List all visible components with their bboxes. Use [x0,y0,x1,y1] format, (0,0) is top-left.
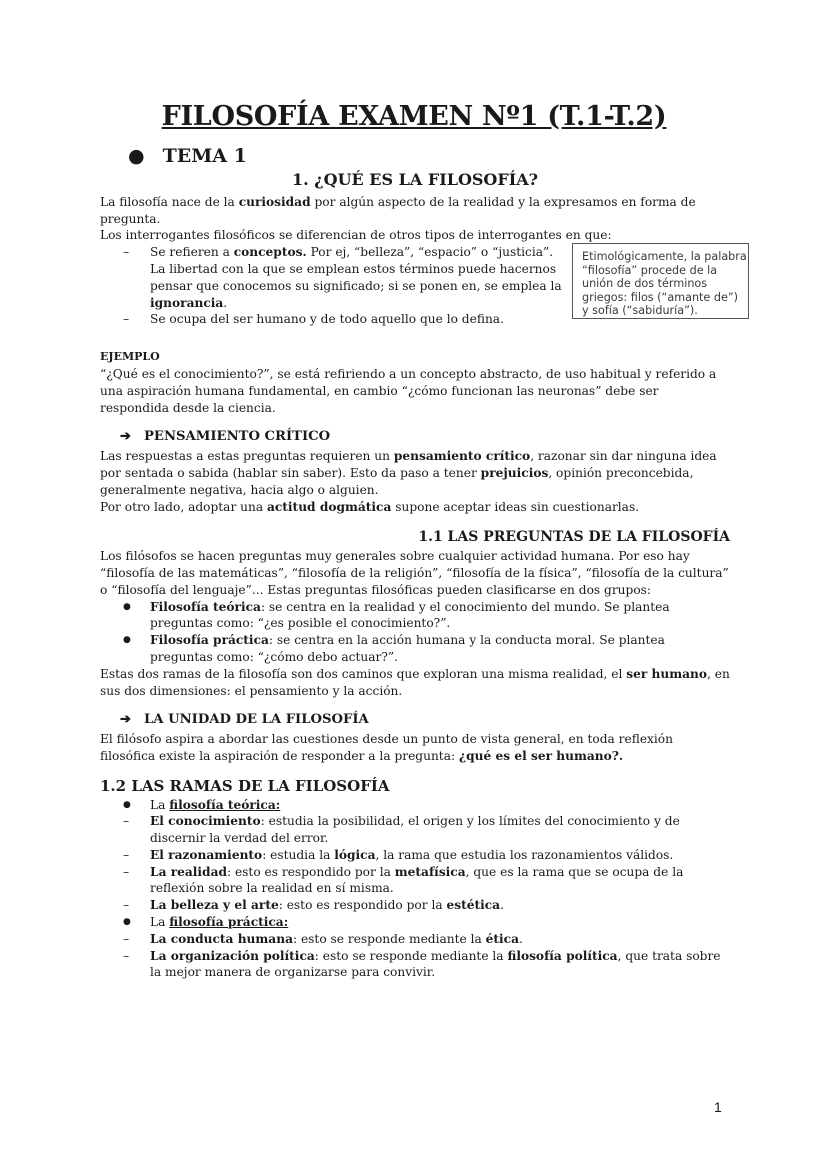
list-item: – El razonamiento: estudia la lógica, la rama que estudia los razonamientos válidos. [150,847,730,864]
list-item: – Se refieren a conceptos. Por ej, “belleza”, “espacio” o “justicia”. La libertad con la que se emplean estos términos puede hacernos pensar que conocemos su significado; si se ponen en, se emplea la ignorancia. [150,244,562,311]
dash-list [100,244,730,328]
arrow-icon: ➔ [120,429,132,445]
list-item: – La conducta humana: esto se responde mediante la ética. [150,931,730,948]
list-item: – Se ocupa del ser humano y de todo aquello que lo defina. [150,311,562,328]
page-title: FILOSOFÍA EXAMEN Nº1 (T.1-T.2) [161,101,667,132]
tema-label: TEMA 1 [162,145,247,167]
ejemplo-label: EJEMPLO [100,350,160,364]
ejemplo-text: “¿Qué es el conocimiento?”, se está refiriendo a un concepto abstracto, de uso habitual y referido a una aspiración humana fundamental, en cambio “¿cómo funcionan las neuronas” debe ser respondida desde la ciencia. [100,366,717,415]
paragraph: Los interrogantes filosóficos se diferencian de otros tipos de interrogantes en que: [100,228,612,243]
section-heading-ramas: 1.2 LAS RAMAS DE LA FILOSOFÍA [100,776,390,795]
tema-heading [128,145,247,167]
paragraph: Estas dos ramas de la filosofía son dos caminos que exploran una misma realidad, el ser humano, en sus dos dimensiones: el pensamiento y la acción. [100,666,730,698]
bullet-list [100,599,730,666]
document-body [100,172,730,981]
paragraph: El filósofo aspira a abordar las cuestiones desde un punto de vista general, en toda reflexión filosófica existe la aspiración de responder a la pregunta: ¿qué es el ser humano?. [100,732,673,763]
paragraph: Las respuestas a estas preguntas requieren un pensamiento crítico, razonar sin dar ninguna idea por sentada o sabida (hablar sin saber). Esto da paso a tener prejuicios, opinión preconcebida, generalmente negativa, hacia algo o alguien. [100,449,717,497]
subheading-unidad: ➔ LA UNIDAD DE LA FILOSOFÍA [120,712,369,728]
list-item: – La belleza y el arte: esto es respondido por la estética. [150,897,730,914]
list-label-practica: ● La filosofía práctica: [150,914,730,931]
ramas-list [100,797,730,982]
list-item: ● Filosofía teórica: se centra en la realidad y el conocimiento del mundo. Se plantea preguntas como: “¿es posible el conocimiento?”. [150,599,730,633]
list-item: ● Filosofía práctica: se centra en la acción humana y la conducta moral. Se plantea preguntas como: “¿cómo debo actuar?”. [150,632,730,666]
bullet-icon: ● [128,145,145,167]
list-item: – La realidad: esto es respondido por la metafísica, que es la rama que se ocupa de la reflexión sobre la realidad en sí misma. [150,864,730,898]
section-heading-que-es: 1. ¿QUÉ ES LA FILOSOFÍA? [291,170,538,189]
list-item: – El conocimiento: estudia la posibilidad, el origen y los límites del conocimiento y de discernir la verdad del error. [150,813,730,847]
paragraph: Por otro lado, adoptar una actitud dogmática supone aceptar ideas sin cuestionarlas. [100,499,640,514]
subheading-pensamiento-critico: ➔ PENSAMIENTO CRÍTICO [120,429,331,445]
page-number: 1 [714,1099,722,1115]
paragraph: Los filósofos se hacen preguntas muy generales sobre cualquier actividad humana. Por eso hay “filosofía de las matemáticas”, “filosofía de la religión”, “filosofía de la física”, “filosofía de la cultura” o “filosofía del lenguaje”... Estas preguntas filosóficas pueden clasificarse en dos grupos: [100,549,729,597]
etymology-note-box: Etimológicamente, la palabra “filosofía” procede de la unión de dos términos griegos: filos (“amante de”) y sofía (“sabiduría”). [572,243,749,319]
list-item: – La organización política: esto se responde mediante la filosofía política, que trata sobre la mejor manera de organizarse para convivir. [150,948,730,982]
section-heading-preguntas: 1.1 LAS PREGUNTAS DE LA FILOSOFÍA [418,529,730,546]
arrow-icon: ➔ [120,712,132,728]
list-label-teorica: ● La filosofía teórica: [150,797,730,814]
paragraph: La filosofía nace de la curiosidad por algún aspecto de la realidad y la expresamos en forma de pregunta. [100,194,696,226]
